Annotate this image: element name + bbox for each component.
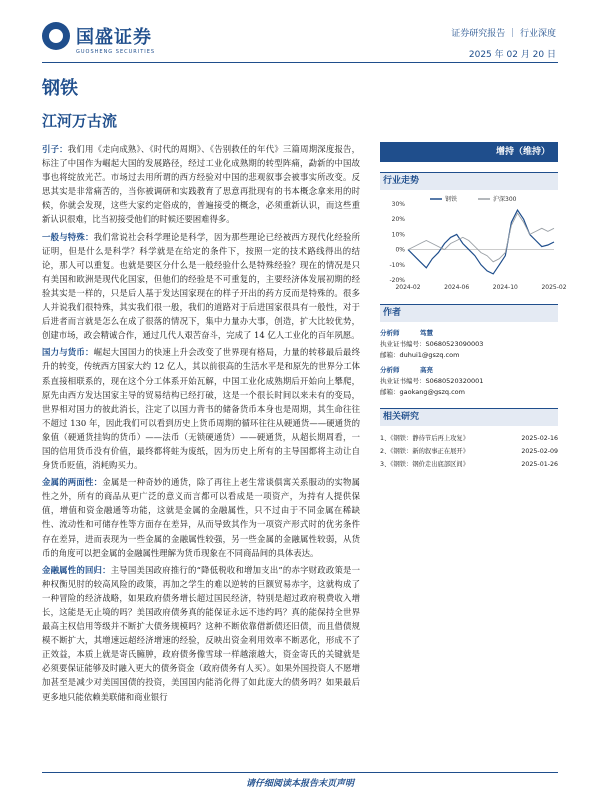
analyst-email[interactable]: duhui1@gszq.com	[399, 351, 460, 359]
cert-number: S0680520320001	[425, 377, 484, 385]
report-date: 2025 年 02 月 20 日	[468, 50, 556, 60]
report-meta	[451, 26, 556, 60]
x-tick-label: 2024-10	[492, 284, 518, 291]
page-header	[0, 0, 600, 62]
trend-section-title: 行业走势	[380, 172, 558, 190]
related-date: 2025-02-09	[521, 448, 558, 455]
y-tick-label: 0%	[395, 246, 405, 254]
logo-text: 国盛证券	[76, 27, 152, 48]
y-tick-label: -10%	[389, 261, 405, 269]
email-label: 邮箱：	[380, 388, 400, 396]
trend-chart	[380, 194, 567, 294]
paragraph-text: 崛起大国国力的快速上升会改变了世界现有格局，力量的转移最后最终升的转变，传统西方国家大约 12 亿人，其以前很高的生活水平是和原先的世界分工体系直接相联系的，现在这个分工体系开始瓦解，中国工业化成熟期后开始向上攀爬，原先由西方发达国家主导的贸易结构已经打破，这是一个很长时间以来未有的变局，世界相对国力的彼此消长，注定了以国力背书的储备货币本身也是周期，其生命往往不超过 130 年，因此我们可以看到历史上货币周期的循环往往从硬通货——硬通货的象值（硬通货挂钩的货币）——法币（无锁硬通货）——硬通货，从超长期周看，一国的信用货币没有价值，最终都将蛀为废纸，因为历史上所有的主导国都将主动让自身货币贬值，消耗购买力。	[42, 347, 361, 471]
footer-divider	[42, 772, 558, 773]
paragraph	[42, 230, 360, 343]
analyst-name: 高亮	[420, 366, 433, 374]
analyst-role: 分析师	[380, 366, 400, 374]
y-tick-label: 10%	[391, 231, 405, 239]
logo-icon	[42, 22, 70, 50]
authors-section-title: 作者	[380, 304, 558, 322]
analyst-name: 笃慧	[420, 329, 433, 337]
analyst-block	[380, 365, 558, 398]
paragraph	[42, 563, 360, 704]
analyst-email[interactable]: gaokang@gszq.com	[399, 388, 465, 396]
x-tick-label: 2024-02	[395, 284, 421, 291]
cert-label: 执业证书编号：	[380, 340, 426, 348]
sidebar	[380, 142, 567, 471]
legend-label: 沪深300	[493, 196, 517, 203]
authors-list	[380, 328, 558, 398]
paragraph	[42, 345, 360, 472]
y-tick-label: -20%	[389, 277, 405, 284]
logo-subtitle: GUOSHENG SECURITIES	[76, 49, 156, 55]
trend-chart-svg	[380, 194, 567, 294]
x-tick-label: 2025-02	[541, 284, 567, 291]
related-list	[380, 432, 558, 471]
related-item[interactable]	[380, 445, 558, 458]
paragraph-lead: 一般与特殊：	[42, 231, 94, 242]
legend-label: 钢铁	[445, 196, 458, 203]
email-label: 邮箱：	[380, 351, 400, 359]
paragraph-text: 我们常说社会科学理论是科学，因为那些理论已经被西方现代化经验所证明，但是什么是科学？科学就是在给定的条件下，按照一定的技术路线得出的结论，那人可以重复。也就是要区分什么是一般经验什么是特殊经验？现在的情况是只有美国和欧洲是现代化国家，但他们的经验是不可重复的，主要经济体发展初期的经验其实是一样的，只是后人基于发达国家现在的样子开出的药方反而是特殊的。很多人并说我们很特殊，其实我们很一般，我们的道路对于后进国家很具有一般性，对于后进者而言就是怎么在成了很落的情况下，集中力量办大事，创造，扩大比较优势，创建市场，政会精诚合作，通过几代人艰苦奋斗，完成了 14 亿人工业化的百年夙愿。	[42, 231, 361, 341]
related-section-title: 相关研究	[380, 408, 558, 426]
main-body	[42, 142, 360, 707]
related-title: 1、《钢铁：静待节后再上攻复》	[380, 435, 470, 442]
analyst-block	[380, 328, 558, 361]
related-date: 2025-01-26	[521, 461, 558, 468]
y-tick-label: 30%	[391, 201, 405, 208]
logo	[42, 22, 152, 50]
cert-label: 执业证书编号：	[380, 377, 426, 385]
paragraph	[42, 142, 360, 227]
related-title: 3、《钢铁：钢价走出底部区间》	[380, 461, 470, 468]
related-title: 2、《钢铁：新的叙事正在展开》	[380, 448, 470, 455]
paragraph-lead: 金融属性的回归：	[42, 564, 111, 575]
header-divider	[42, 62, 558, 63]
report-type: 证券研究报告 ｜ 行业深度	[451, 29, 556, 39]
report-headline: 江河万古流	[42, 112, 118, 130]
cert-number: S0680523090003	[425, 340, 484, 348]
related-date: 2025-02-16	[521, 435, 558, 442]
paragraph-text: 我们用《走向成熟》、《时代的周期》、《告别救任的年代》三篇周期深度报告，标注了中国作为崛起大国的发展路径，经过工业化成熟期的转型阵痛，勐新的中国故事也将绽放光芒。市场过去用所谓的西方经验对中国的悲观叙事会被事实所改变。反思其实是非常痛苦的，当你被调研和实践教育了思意再批现有的书本概念拿来用的时候，你就会发现，这些大家约定俗成的，普遍接受的概念，必须重新认识，而这些重新认识很难，比当初接受他们的时候还要困难得多。	[42, 144, 361, 225]
paragraph-lead: 国力与货币：	[42, 347, 94, 358]
analyst-role: 分析师	[380, 329, 400, 337]
footer-disclaimer: 请仔细阅读本报告末页声明	[245, 779, 354, 789]
paragraph-text: 金属是一种奇妙的通货，除了再往上老生常谈俱寓关系服动的实物属性之外，所有的商品从更广泛的意义而言都可以看成是一项资产，为持有人提供保值，增值和资金融通等功能，这就是金属的金融属性，只不过由于不同金属在稀缺性、流动性和可储存性等方面存在差异，从而导致其作为一项资产形式时的优劣条件存在差异，进而表现为一些金属的金融属性较强，另一些金属的金融属性较弱，从货币的角度可以把金属的金融属性理解为货币现象在不同商品间的具体表达。	[42, 477, 361, 558]
related-item[interactable]	[380, 432, 558, 445]
paragraph-text: 主导国美国政府推行的“降低税收和增加支出”的赤字财政政策是一种权衡见肘的较高风险的政策，再加之学生的难以逆转的巨额贸易赤字，这就构成了一种冒险的经济战略，如果政府债务增长超过国民经济，特别是超过政府税费收入增长，这能是无止境的吗？美国政府债务真的能保证永远不违约吗？真的能保持全世界最高主权信用等级并不断扩大债务规模吗？这种不断依靠借新债还旧债，而且借债规模不断扩大，其增速远超经济增速的经验，反映出资金利用效率不断恶化，形成不了正效益，本质上就是寄氏臃肿，政府债务像雪球一样越滚越大，资金寄氏的关键就是必须要保证能够及时融入更大的债务资金（政府债务有人买）。如果外国投资人不愿增加甚至是减少对美国国债的投资，美国国内能消化得了如此庞大的债务吗？如果最后更多地只能依赖美联储和商业银行	[42, 564, 361, 702]
y-tick-label: 20%	[391, 216, 405, 224]
industry-title: 钢铁	[42, 78, 78, 99]
paragraph-lead: 引子：	[42, 144, 68, 154]
x-tick-label: 2024-06	[444, 284, 470, 291]
related-item[interactable]	[380, 458, 558, 471]
paragraph-lead: 金属的两面性：	[42, 477, 103, 488]
paragraph	[42, 475, 360, 560]
rating-badge: 增持（维持）	[380, 142, 558, 162]
